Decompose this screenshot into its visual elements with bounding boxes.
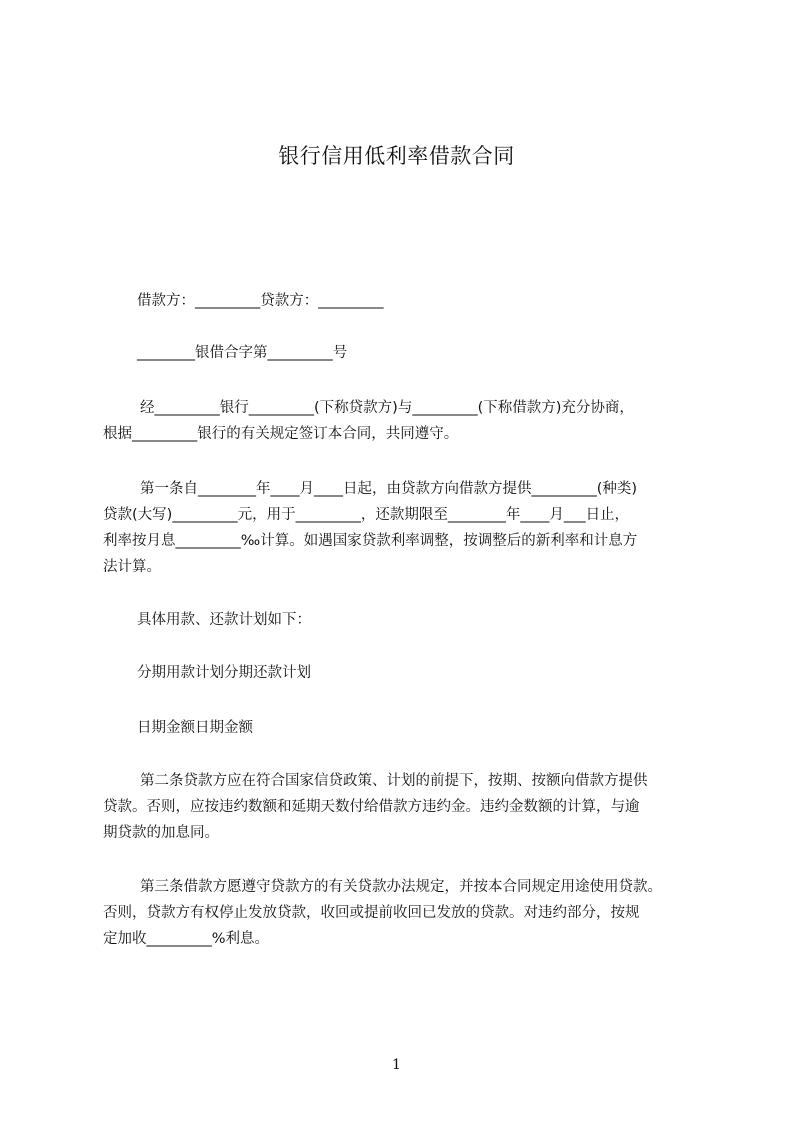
page-number: 1	[392, 1057, 401, 1073]
article-2-paragraph	[103, 768, 695, 846]
article-3-line-2: 否则，贷款方有权停止发放贷款，收回或提前收回已发放的贷款。对违约部分，按规	[103, 905, 640, 921]
article-3-line-1: 第三条借款方愿遵守贷款方的有关贷款办法规定，并按本合同规定用途使用贷款。	[140, 879, 662, 895]
plan-columns-text: 日期金额日期金额	[137, 720, 253, 736]
article-1-paragraph	[103, 476, 695, 580]
preamble-paragraph	[103, 395, 695, 447]
document-title: 银行信用低利率借款合同	[278, 144, 515, 168]
article-1-line-1: 第一条自________年____月____日起，由贷款方向借款方提供_________(种类)	[140, 481, 638, 497]
contract-number-line	[137, 340, 729, 366]
plan-header-text: 分期用款计划分期还款计划	[137, 665, 311, 681]
plan-intro-text: 具体用款、还款计划如下：	[137, 612, 311, 628]
plan-intro-line	[137, 607, 729, 633]
plan-columns-line	[137, 715, 729, 741]
plan-header-line	[137, 660, 729, 686]
article-3-paragraph	[103, 874, 695, 952]
preamble-line-2: 根据_________银行的有关规定签订本合同，共同遵守。	[103, 426, 459, 442]
article-2-line-1: 第二条贷款方应在符合国家信贷政策、计划的前提下，按期、按额向借款方提供	[140, 773, 648, 789]
parties-line	[137, 288, 729, 314]
preamble-line-1: 经_________银行_________(下称贷款方)与_________(下称借款方)充分协商，	[140, 400, 634, 416]
contract-number-text: ________银借合字第_________号	[137, 345, 348, 361]
article-1-line-4: 法计算。	[103, 559, 161, 575]
article-1-line-2: 贷款(大写)_________元，用于_________，还款期限至________年____月___日止，	[103, 507, 630, 523]
article-1-line-3: 利率按月息_________‰计算。如遇国家贷款利率调整，按调整后的新利率和计息方	[103, 533, 638, 549]
parties-text: 借款方：_________贷款方：_________	[137, 293, 384, 309]
article-3-line-3: 定加收_________%利息。	[103, 931, 270, 947]
article-2-line-3: 期贷款的加息同。	[103, 825, 219, 841]
article-2-line-2: 贷款。否则，应按违约数额和延期天数付给借款方违约金。违约金数额的计算，与逾	[103, 799, 640, 815]
